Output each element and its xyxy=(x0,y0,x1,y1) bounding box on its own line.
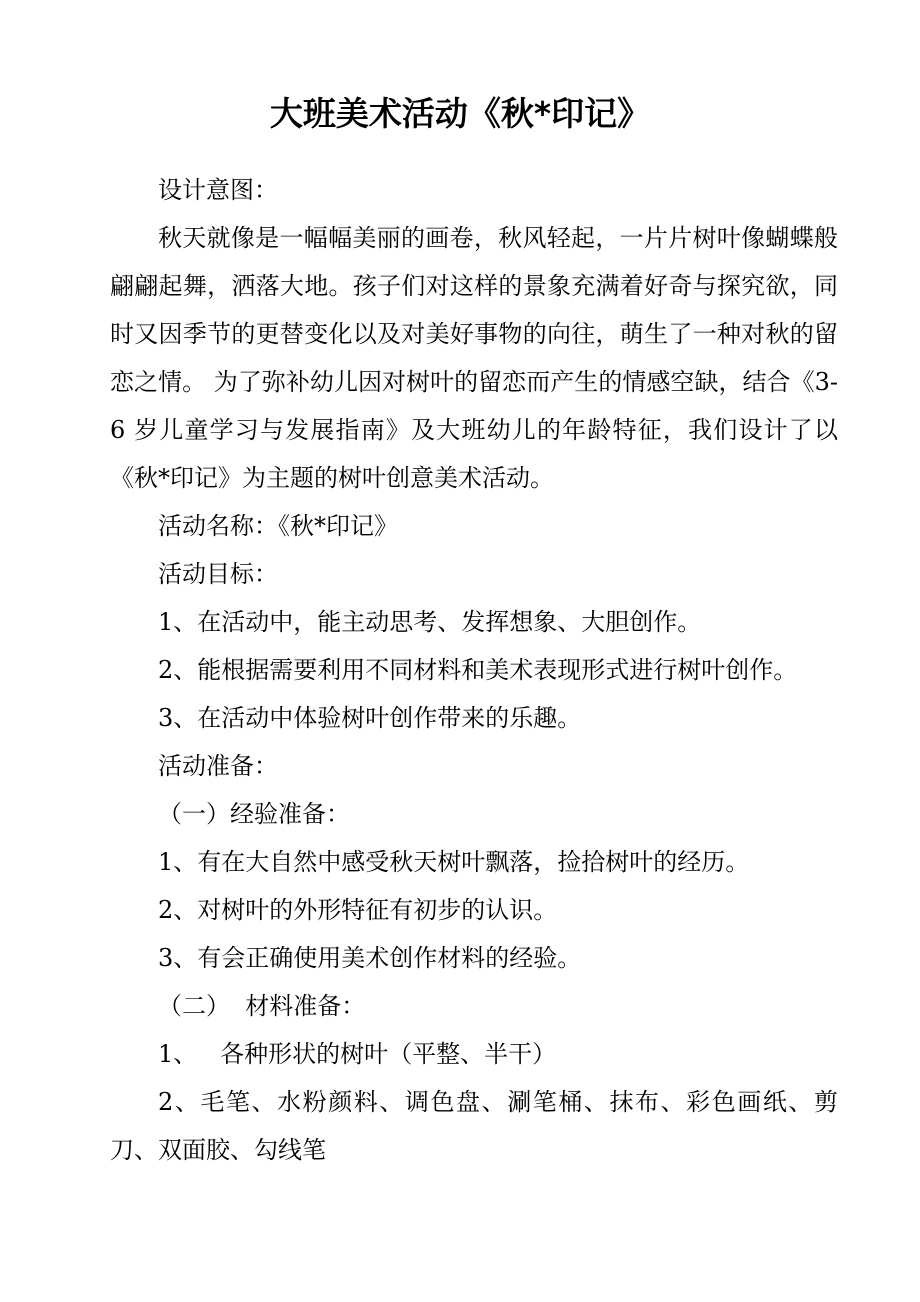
experience-item: 1、有在大自然中感受秋天树叶飘落，捡拾树叶的经历。 xyxy=(158,848,750,876)
intro-paragraph: 秋天就像是一幅幅美丽的画卷，秋风轻起，一片片树叶像蝴蝶般翩翩起舞，洒落大地。孩子们对这样的景象充满着好奇与探究欲，同时又因季节的更替变化以及对美好事物的向往，萌生了一种对秋的留恋之情。 为了弥补幼儿因对树叶的留恋而产生的情感空缺，结合《3-6 岁儿童学习与发展指南》及大班幼儿的年龄特征，我们设计了以《秋*印记》为主题的树叶创意美术活动。 xyxy=(110,224,838,492)
experience-heading: （一）经验准备： xyxy=(158,800,350,828)
intro-heading: 设计意图： xyxy=(158,176,278,204)
materials-item: 2、毛笔、水粉颜料、调色盘、涮笔桶、抹布、彩色画纸、剪刀、双面胶、勾线笔 xyxy=(110,1088,838,1164)
prep-heading: 活动准备： xyxy=(158,752,278,780)
goal-item: 2、能根据需要利用不同材料和美术表现形式进行树叶创作。 xyxy=(158,656,798,684)
experience-item: 2、对树叶的外形特征有初步的认识。 xyxy=(158,896,558,924)
activity-name: 活动名称：《秋*印记》 xyxy=(158,512,398,540)
document-body xyxy=(110,166,838,1174)
experience-item: 3、有会正确使用美术创作材料的经验。 xyxy=(158,944,582,972)
goal-item: 3、在活动中体验树叶创作带来的乐趣。 xyxy=(158,704,582,732)
goal-item: 1、在活动中，能主动思考、发挥想象、大胆创作。 xyxy=(158,608,702,636)
document-title: 大班美术活动《秋*印记》 xyxy=(269,94,651,133)
materials-item: 1、 各种形状的树叶（平整、半干） xyxy=(158,1040,557,1068)
goals-heading: 活动目标： xyxy=(158,560,278,588)
materials-heading: （二） 材料准备： xyxy=(158,992,366,1020)
